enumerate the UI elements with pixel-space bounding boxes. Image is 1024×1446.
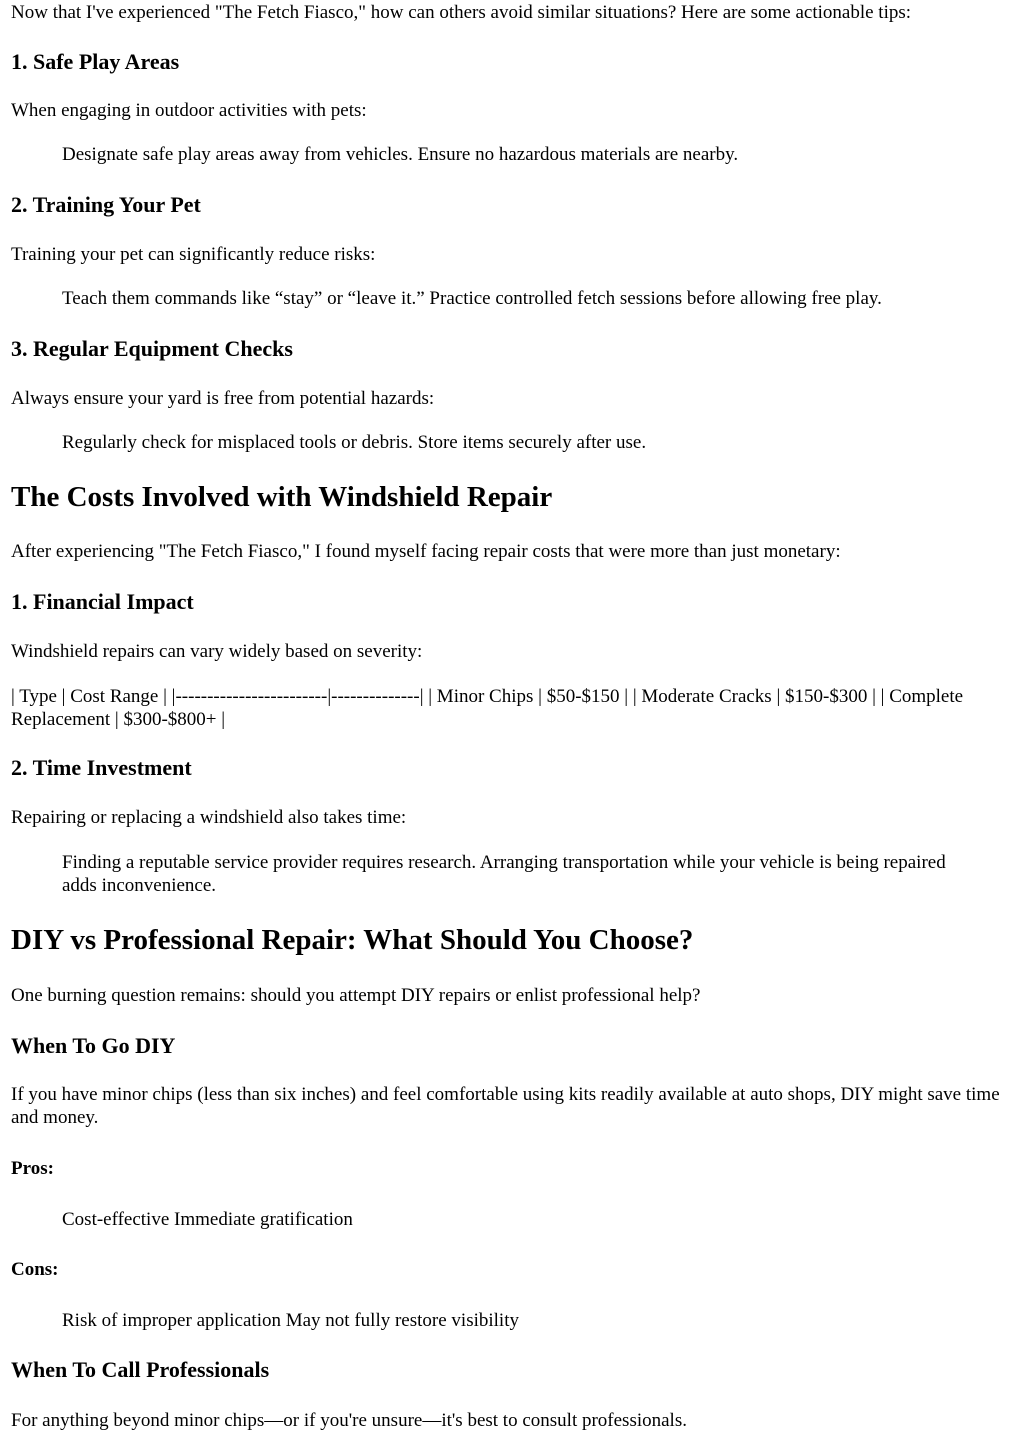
tip-detail-safe-play: Designate safe play areas away from vehicles. Ensure no hazardous materials are nearby. (62, 144, 739, 165)
tip-lead-equipment: Always ensure your yard is free from potential hazards: (11, 388, 435, 409)
costs-intro-paragraph: After experiencing "The Fetch Fiasco," I found myself facing repair costs that were more than just monetary: (11, 541, 841, 562)
intro-paragraph: Now that I've experienced "The Fetch Fiasco," how can others avoid similar situations? Here are some actionable tips: (11, 2, 912, 23)
tip-heading-equipment: 3. Regular Equipment Checks (11, 336, 293, 361)
financial-impact-lead: Windshield repairs can vary widely based on severity: (11, 641, 423, 662)
cons-text: Risk of improper application May not fully restore visibility (62, 1310, 519, 1331)
costs-section-title: The Costs Involved with Windshield Repair (11, 481, 553, 513)
when-professionals-paragraph: For anything beyond minor chips—or if you're unsure—it's best to consult professionals. (11, 1410, 687, 1431)
pros-text: Cost-effective Immediate gratification (62, 1209, 353, 1230)
diy-section-title: DIY vs Professional Repair: What Should You Choose? (11, 924, 694, 956)
tip-detail-equipment: Regularly check for misplaced tools or debris. Store items securely after use. (62, 432, 647, 453)
tip-heading-safe-play: 1. Safe Play Areas (11, 49, 180, 74)
tip-lead-safe-play: When engaging in outdoor activities with pets: (11, 100, 367, 121)
when-diy-paragraph: If you have minor chips (less than six inches) and feel comfortable using kits readily available at auto shops, DIY might save time and money. (11, 1084, 1000, 1128)
tip-heading-training: 2. Training Your Pet (11, 192, 201, 217)
diy-intro-paragraph: One burning question remains: should you attempt DIY repairs or enlist professional help? (11, 985, 701, 1006)
tip-lead-training: Training your pet can significantly reduce risks: (11, 244, 376, 265)
when-professionals-heading: When To Call Professionals (11, 1357, 270, 1382)
when-diy-heading: When To Go DIY (11, 1033, 176, 1058)
time-investment-heading: 2. Time Investment (11, 755, 192, 780)
financial-impact-heading: 1. Financial Impact (11, 589, 194, 614)
time-investment-detail: Finding a reputable service provider requires research. Arranging transportation while your vehicle is being repaired adds inconvenience. (62, 852, 946, 896)
tip-detail-training: Teach them commands like “stay” or “leave it.” Practice controlled fetch sessions before allowing free play. (62, 288, 882, 309)
cost-table-text: | Type | Cost Range | |------------------------|--------------| | Minor Chips | $50-$150 | | Moderate Cracks | $150-$300 | | Complete Replacement | $300-$800+ | (11, 686, 964, 730)
pros-label: Pros: (11, 1158, 54, 1179)
time-investment-lead: Repairing or replacing a windshield also takes time: (11, 807, 407, 828)
cons-label: Cons: (11, 1259, 59, 1280)
